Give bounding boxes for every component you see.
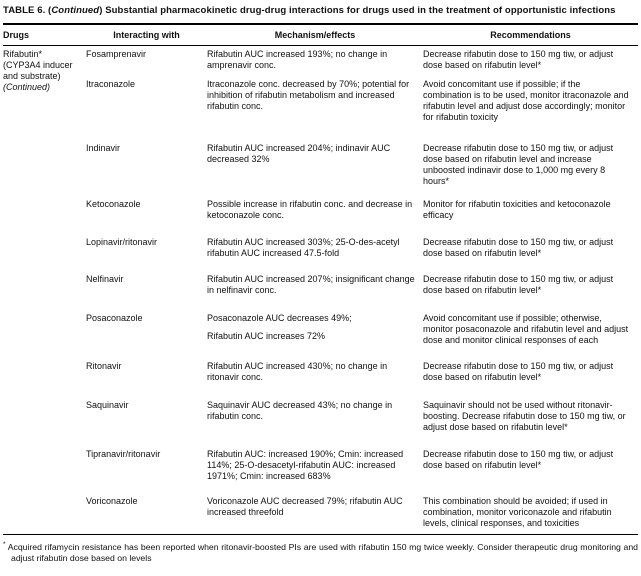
recommendations-cell: Decrease rifabutin dose to 150 mg tiw, or adjust dose based on rifabutin level* [423,449,614,470]
table-title [3,4,638,17]
interacting-with-cell: Itraconazole [86,79,136,89]
recommendations-cell: Avoid concomitant use if possible; if the combination is to be used, monitor itraconazole and rifabutin level and adjust dose accordingly; monitor for rifabutin toxicity [423,79,629,122]
interacting-with-cell: Ritonavir [86,361,122,371]
drug-name-line: (CYP3A4 inducer [3,60,73,70]
interacting-with-cell: Indinavir [86,143,121,153]
recommendations-cell: Decrease rifabutin dose to 150 mg tiw, or adjust dose based on rifabutin level* [423,274,614,295]
table-row [3,361,638,400]
interacting-with-cell: Voriconazole [86,496,138,506]
drug-name-line: and substrate) [3,71,61,81]
interactions-table [3,23,638,534]
table-row [3,79,638,143]
recommendations-cell: Decrease rifabutin dose to 150 mg tiw, or adjust dose based on rifabutin level* [423,49,614,70]
interacting-with-cell: Nelfinavir [86,274,124,284]
drug-continued-label: (Continued) [3,82,51,92]
table-title-prefix: TABLE 6. ( [3,5,52,16]
mechanism-paragraph: Rifabutin AUC increased 303%; 25-O-des-acetyl rifabutin AUC increased 47.5-fold [207,237,400,258]
table-row [3,274,638,313]
footnote-asterisk: * [3,541,6,548]
table-row [3,199,638,237]
mechanism-paragraph: Itraconazole conc. decreased by 70%; potential for inhibition of rifabutin metabolism and increased rifabutin conc. [207,79,410,111]
mechanism-paragraph: Rifabutin AUC: increased 190%; Cmin: increased 114%; 25-O-desacetyl-rifabutin AUC: increased 1971%; Cmin: increased 683% [207,449,404,481]
mechanism-paragraph: Rifabutin AUC increased 193%; no change in amprenavir conc. [207,49,388,70]
col-header-recommendations: Recommendations [423,24,638,46]
mechanism-paragraph: Voriconazole AUC decreased 79%; rifabutin AUC increased threefold [207,496,403,517]
mechanism-cell [207,496,423,534]
table-row [3,313,638,361]
table-row [3,449,638,496]
interacting-with-cell: Fosamprenavir [86,49,147,59]
col-header-drugs: Drugs [3,24,86,46]
table-row [3,143,638,199]
interacting-with-cell: Posaconazole [86,313,143,323]
table-row [3,496,638,534]
mechanism-cell [207,143,423,199]
recommendations-cell: Decrease rifabutin dose to 150 mg tiw, or adjust dose based on rifabutin level* [423,361,614,382]
table-header-row [3,24,638,46]
mechanism-paragraph: Saquinavir AUC decreased 43%; no change in rifabutin conc. [207,400,393,421]
interacting-with-cell: Saquinavir [86,400,129,410]
mechanism-cell [207,313,423,361]
drug-cell [3,46,86,535]
interacting-with-cell: Ketoconazole [86,199,141,209]
col-header-mechanism-effects: Mechanism/effects [207,24,423,46]
mechanism-cell [207,199,423,237]
mechanism-paragraph: Rifabutin AUC increased 204%; indinavir AUC decreased 32% [207,143,391,164]
recommendations-cell: Monitor for rifabutin toxicities and ketoconazole efficacy [423,199,611,220]
mechanism-cell [207,79,423,143]
mechanism-paragraph: Rifabutin AUC increased 430%; no change in ritonavir conc. [207,361,388,382]
footnote-text: Acquired rifamycin resistance has been reported when ritonavir-boosted PIs are used with rifabutin 150 mg twice weekly. Consider therapeutic drug monitoring and adjust rifabutin dose based on levels [7,541,638,563]
table-row [3,46,638,80]
mechanism-paragraph: Rifabutin AUC increased 207%; insignificant change in nelfinavir conc. [207,274,415,295]
mechanism-cell [207,400,423,449]
recommendations-cell: Decrease rifabutin dose to 150 mg tiw, or adjust dose based on rifabutin level and increase unboosted indinavir dose to 1,000 mg every 8 hours* [423,143,614,186]
mechanism-cell [207,449,423,496]
recommendations-cell: Saquinavir should not be used without ritonavir-boosting. Decrease rifabutin dose to 150 mg tiw, or adjust dose based on rifabutin level* [423,400,626,432]
drug-name-line: Rifabutin* [3,49,43,59]
recommendations-cell: Decrease rifabutin dose to 150 mg tiw, or adjust dose based on rifabutin level* [423,237,614,258]
recommendations-cell: Avoid concomitant use if possible; otherwise, monitor posaconazole and rifabutin level and adjust dose and monitor clinical responses of each [423,313,629,345]
mechanism-paragraph: Posaconazole AUC decreases 49%; [207,313,352,323]
col-header-interacting-with: Interacting with [86,24,207,46]
mechanism-cell [207,46,423,80]
mechanism-cell [207,361,423,400]
mechanism-cell [207,237,423,274]
footnote-text-wrap [3,539,638,564]
mechanism-cell [207,274,423,313]
interacting-with-cell: Lopinavir/ritonavir [86,237,158,247]
recommendations-cell: This combination should be avoided; if used in combination, monitor voriconazole and rifabutin levels, clinical responses, and toxicities [423,496,612,528]
footnote [3,534,638,564]
table-row [3,400,638,449]
mechanism-paragraph: Rifabutin AUC increases 72% [207,331,326,341]
mechanism-paragraph: Possible increase in rifabutin conc. and decrease in ketoconazole conc. [207,199,413,220]
interacting-with-cell: Tipranavir/ritonavir [86,449,161,459]
table-row [3,237,638,274]
table-title-continued: Continued [51,5,100,16]
table-title-suffix: ) Substantial pharmacokinetic drug-drug interactions for drugs used in the treatment of opportunistic infections [99,5,616,16]
